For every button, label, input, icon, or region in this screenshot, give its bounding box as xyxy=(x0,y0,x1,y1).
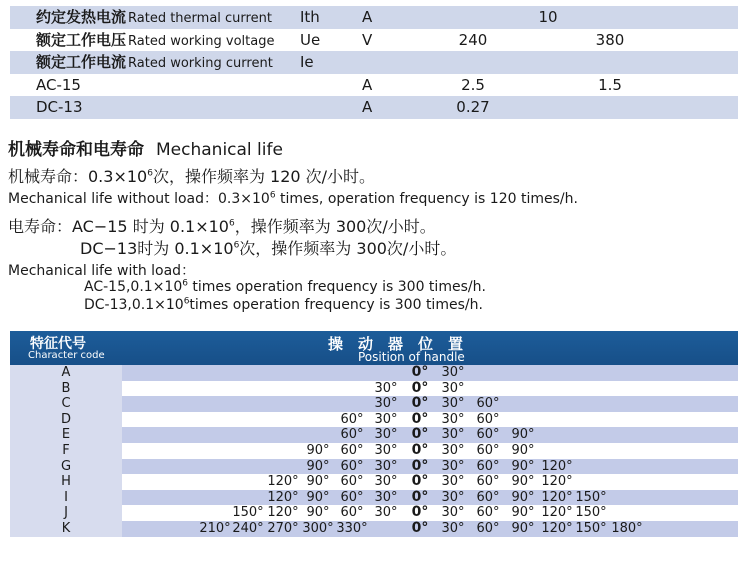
angle-zero-cell: 0° xyxy=(411,379,429,396)
angle-cell: 60° xyxy=(476,474,500,490)
angle-cell: 210° xyxy=(199,520,231,536)
angle-cell: 60° xyxy=(476,458,500,474)
angle-zero-cell: 0° xyxy=(411,504,429,521)
ratings-unit: A xyxy=(362,75,373,94)
load-life-title: Mechanical life with load： xyxy=(8,263,196,279)
angle-zero-cell: 0° xyxy=(411,473,429,490)
angle-cell: 90° xyxy=(306,474,330,490)
angle-cell: 60° xyxy=(476,505,500,521)
load-life-ac15 xyxy=(84,279,486,295)
ratings-label-en: Rated thermal current xyxy=(128,11,272,26)
character-code-cell: D xyxy=(10,412,122,428)
angle-cell: 90° xyxy=(306,505,330,521)
text: Mechanical life without load：0.3×10 xyxy=(8,191,270,207)
load-life-dc13 xyxy=(84,297,483,313)
angle-cell: 30° xyxy=(374,442,398,458)
ratings-symbol: Ie xyxy=(300,53,314,71)
angle-cell: 30° xyxy=(441,396,465,412)
angle-zero-cell: 0° xyxy=(411,457,429,474)
text: ，操作频率为 300次/小时。 xyxy=(234,217,436,236)
angle-cell: 60° xyxy=(476,396,500,412)
angle-cell: 120° xyxy=(267,489,299,505)
table-header xyxy=(10,331,738,365)
table-row xyxy=(10,396,738,412)
table-row xyxy=(10,365,738,381)
character-code-cell: A xyxy=(10,365,122,381)
ratings-label-cn: 额定工作电流 xyxy=(36,53,127,71)
angle-zero-cell: 0° xyxy=(411,488,429,505)
ratings-row-ac15 xyxy=(10,74,738,97)
ratings-unit: A xyxy=(362,8,373,26)
ratings-label: AC-15 xyxy=(36,75,81,94)
ratings-value-240v: 240 xyxy=(458,30,488,49)
angle-cell: 90° xyxy=(511,458,535,474)
ratings-row-working-current xyxy=(10,51,738,74)
angle-cell: 30° xyxy=(441,474,465,490)
text: 次，操作频率为 120 次/小时。 xyxy=(152,167,376,186)
angle-cell: 120° xyxy=(541,458,573,474)
angle-cell: 150° xyxy=(575,520,607,536)
angle-cell: 120° xyxy=(541,489,573,505)
angle-cell: 30° xyxy=(441,505,465,521)
angle-cell: 60° xyxy=(476,520,500,536)
table-row xyxy=(10,474,738,490)
angle-cell: 120° xyxy=(267,474,299,490)
angle-zero-cell: 0° xyxy=(411,441,429,458)
ratings-row-working-voltage xyxy=(10,29,738,52)
angle-cell: 30° xyxy=(374,489,398,505)
angle-cell: 60° xyxy=(476,427,500,443)
ratings-label: DC-13 xyxy=(36,98,83,116)
angle-cell: 30° xyxy=(441,411,465,427)
ratings-label-cn: 额定工作电压 xyxy=(36,30,127,49)
ratings-label-en: Rated working current xyxy=(128,56,273,71)
section-title xyxy=(8,135,283,160)
text: times operation frequency is 300 times/h. xyxy=(187,279,486,295)
angle-cell: 90° xyxy=(511,427,535,443)
exponent: 6 xyxy=(233,240,240,251)
ratings-label-cn: 约定发热电流 xyxy=(36,8,127,26)
table-row xyxy=(10,521,738,537)
angle-cell: 60° xyxy=(340,442,364,458)
angle-cell: 30° xyxy=(441,520,465,536)
header-character-code-cn: 特征代号 xyxy=(30,336,86,352)
text: times operation frequency is 300 times/h. xyxy=(189,297,483,313)
handle-position-table xyxy=(10,331,738,537)
text: DC-13,0.1×10 xyxy=(84,297,184,313)
angle-cell: 30° xyxy=(441,489,465,505)
mech-life-en xyxy=(8,188,578,208)
angle-zero-cell: 0° xyxy=(411,519,429,536)
angle-cell: 90° xyxy=(511,489,535,505)
angle-cell: 30° xyxy=(374,505,398,521)
exponent: 6 xyxy=(182,278,188,289)
angle-cell: 60° xyxy=(340,411,364,427)
header-position-cn: 操动器位置 xyxy=(328,335,479,353)
ratings-value-240v: 2.5 xyxy=(461,75,485,94)
angle-cell: 60° xyxy=(340,505,364,521)
character-code-cell: E xyxy=(10,427,122,443)
angle-cell: 30° xyxy=(374,396,398,412)
character-code-cell: B xyxy=(10,381,122,397)
ratings-unit: A xyxy=(362,98,373,116)
ratings-symbol: Ith xyxy=(300,8,320,26)
angle-cell: 90° xyxy=(511,474,535,490)
ratings-value-240v: 0.27 xyxy=(456,98,490,116)
angle-cell: 120° xyxy=(267,505,299,521)
character-code-cell: F xyxy=(10,443,122,459)
angle-cell: 120° xyxy=(541,474,573,490)
ratings-symbol: Ue xyxy=(300,30,321,49)
angle-zero-cell: 0° xyxy=(411,364,429,380)
table-row xyxy=(10,490,738,506)
angle-cell: 120° xyxy=(541,520,573,536)
text: DC−13时为 0.1×10 xyxy=(80,239,234,258)
angle-cell: 120° xyxy=(541,505,573,521)
character-code-cell: G xyxy=(10,459,122,475)
character-code-cell: H xyxy=(10,474,122,490)
angle-cell: 300° xyxy=(302,520,334,536)
text: AC-15,0.1×10 xyxy=(84,279,183,295)
angle-cell: 90° xyxy=(306,442,330,458)
ratings-table xyxy=(10,6,738,119)
ratings-row-thermal-current xyxy=(10,6,738,29)
ratings-label-en: Rated working voltage xyxy=(128,33,275,49)
angle-cell: 60° xyxy=(340,489,364,505)
angle-cell: 90° xyxy=(511,505,535,521)
exponent: 6 xyxy=(229,218,235,229)
angle-zero-cell: 0° xyxy=(411,410,429,427)
table-row xyxy=(10,443,738,459)
angle-cell: 150° xyxy=(232,505,264,521)
angle-zero-cell: 0° xyxy=(411,426,429,443)
angle-cell: 30° xyxy=(374,380,398,396)
ratings-value-380v: 380 xyxy=(595,30,625,49)
character-code-cell: K xyxy=(10,521,122,537)
angle-cell: 30° xyxy=(374,427,398,443)
character-code-cell: I xyxy=(10,490,122,506)
angle-cell: 90° xyxy=(511,520,535,536)
angle-cell: 60° xyxy=(340,474,364,490)
angle-cell: 30° xyxy=(374,458,398,474)
angle-zero-cell: 0° xyxy=(411,395,429,412)
table-row xyxy=(10,412,738,428)
angle-cell: 30° xyxy=(441,442,465,458)
angle-cell: 60° xyxy=(476,411,500,427)
ratings-row-dc13 xyxy=(10,96,738,119)
angle-cell: 30° xyxy=(441,427,465,443)
angle-cell: 90° xyxy=(306,489,330,505)
angle-cell: 150° xyxy=(575,489,607,505)
character-code-cell: C xyxy=(10,396,122,412)
angle-cell: 30° xyxy=(441,380,465,396)
angle-cell: 180° xyxy=(611,520,643,536)
text: times, operation frequency is 120 times/h. xyxy=(275,191,578,207)
elec-life-ac15-cn xyxy=(8,214,436,237)
section-title-en: Mechanical life xyxy=(156,140,283,160)
header-position-en: Position of handle xyxy=(358,350,465,364)
exponent: 6 xyxy=(147,168,153,179)
table-body xyxy=(10,365,738,537)
text: 机械寿命：0.3×10 xyxy=(8,167,148,186)
angle-cell: 330° xyxy=(336,520,368,536)
text: 电寿命：AC−15 时为 0.1×10 xyxy=(8,217,229,236)
angle-cell: 270° xyxy=(267,520,299,536)
angle-cell: 90° xyxy=(511,442,535,458)
angle-cell: 150° xyxy=(575,505,607,521)
angle-cell: 240° xyxy=(232,520,264,536)
angle-cell: 30° xyxy=(374,474,398,490)
section-title-cn: 机械寿命和电寿命 xyxy=(8,140,144,160)
angle-cell: 30° xyxy=(441,458,465,474)
angle-cell: 60° xyxy=(340,458,364,474)
angle-cell: 30° xyxy=(441,365,465,380)
table-row xyxy=(10,381,738,397)
ratings-unit: V xyxy=(362,30,373,49)
table-row xyxy=(10,505,738,521)
header-character-code-en: Character code xyxy=(28,350,105,361)
elec-life-dc13-cn xyxy=(80,236,456,259)
exponent: 6 xyxy=(269,190,276,201)
exponent: 6 xyxy=(183,296,190,307)
angle-cell: 60° xyxy=(476,489,500,505)
angle-cell: 90° xyxy=(306,458,330,474)
angle-cell: 30° xyxy=(374,411,398,427)
character-code-cell: J xyxy=(10,505,122,521)
angle-cell: 60° xyxy=(476,442,500,458)
table-row xyxy=(10,459,738,475)
mech-life-cn xyxy=(8,164,375,187)
angle-cell: 60° xyxy=(340,427,364,443)
ratings-value-380v: 1.5 xyxy=(598,75,622,94)
text: 次，操作频率为 300次/小时。 xyxy=(239,239,457,258)
ratings-value: 10 xyxy=(538,8,558,26)
table-row xyxy=(10,427,738,443)
